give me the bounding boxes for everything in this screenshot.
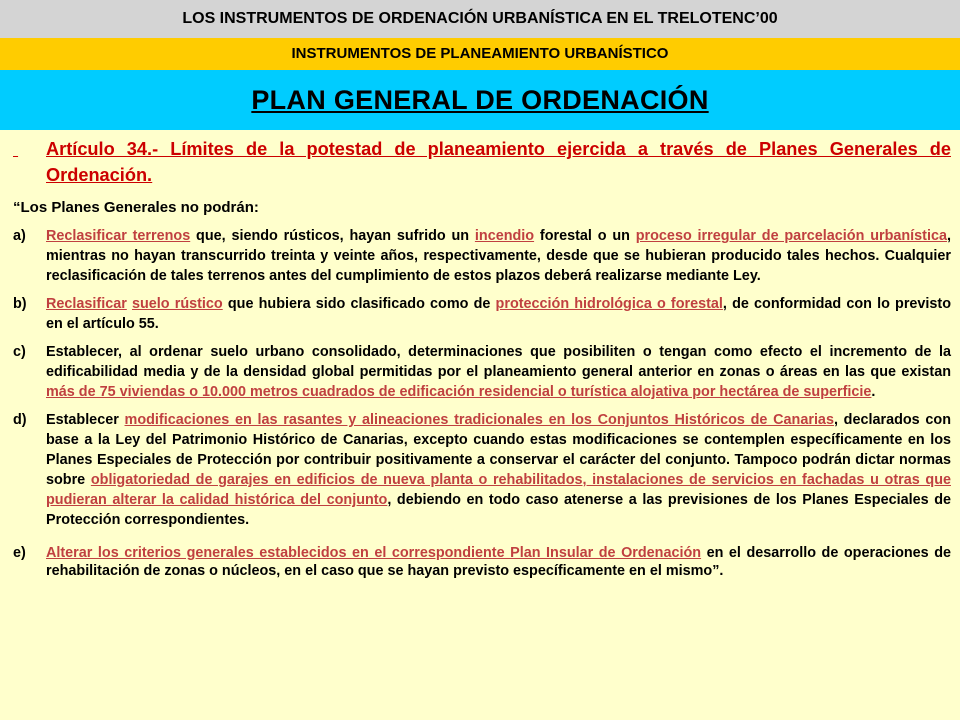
article-heading xyxy=(13,136,951,188)
item-text: Establecer, al ordenar suelo urbano consolidado, determinaciones que posibiliten o tengan como efecto el incremento de la edificabilidad media y de la densidad global permitidas por el planeamiento general anterior en zonas o áreas en las que existan xyxy=(46,344,951,380)
subtitle: INSTRUMENTOS DE PLANEAMIENTO URBANÍSTICO xyxy=(291,45,669,62)
list-item-d xyxy=(13,410,951,530)
item-marker: e) xyxy=(13,545,26,561)
link-incendio[interactable]: incendio xyxy=(474,228,535,244)
list-item-c xyxy=(13,342,951,402)
item-text: . xyxy=(871,384,876,400)
item-text: forestal o un xyxy=(534,228,636,244)
item-text: , de conformidad con lo previsto en el artículo 55. xyxy=(46,296,952,332)
intro-text: “Los Planes Generales no podrán: xyxy=(13,199,259,216)
link-viviendas-hectarea[interactable]: más de 75 viviendas o 10.000 metros cuadrados de edificación residencial o turística alojativa por hectárea de superficie xyxy=(46,384,872,400)
item-text: en el desarrollo de operaciones de rehabilitación de zonas o núcleos, en el caso que se hayan previsto específicamente en el mismo”. xyxy=(46,545,951,579)
link-obligatoriedad-garajes[interactable]: obligatoriedad de garajes en edificios de nueva planta o rehabilitados, instalaciones de servicios en fachadas u otras que pudieran alterar la calidad histórica del conjunto xyxy=(46,472,951,508)
item-text: que, siendo rústicos, hayan sufrido un xyxy=(190,228,475,244)
article-heading-text: Artículo 34.- Límites de la potestad de planeamiento ejercida a través de Planes Generales de Ordenación. xyxy=(46,139,951,185)
item-text: , debiendo en todo caso atenerse a las previsiones de los Planes Especiales de Protección correspondientes. xyxy=(46,492,951,528)
link-reclasificar-terrenos[interactable]: Reclasificar terrenos xyxy=(46,228,191,244)
list-item-e xyxy=(13,544,951,580)
main-title-bar xyxy=(0,70,960,130)
item-text: , mientras no hayan transcurrido treinta y veinte años, respectivamente, desde que se hubieran producido tales hechos. Cualquier reclasificación de tales terrenos antes del cumplimiento de estos plazos deberá realizarse mediante Ley. xyxy=(46,228,951,284)
item-text: , declarados con base a la Ley del Patrimonio Histórico de Canarias, excepto cuando estas modificaciones se contemplen específicamente en los Planes Especiales de Protección por contribuir positivamente a conservar el carácter del conjunto. Tampoco podrán dictar normas sobre xyxy=(46,412,951,488)
item-text: que hubiera sido clasificado como de xyxy=(222,296,496,312)
list-item-a xyxy=(13,226,951,286)
item-marker: d) xyxy=(13,412,27,428)
link-reclasificar[interactable]: Reclasificar xyxy=(46,296,127,312)
link-proceso-irregular[interactable]: proceso irregular de parcelación urbanística xyxy=(635,228,947,244)
link-suelo-rustico[interactable]: suelo rústico xyxy=(131,296,223,312)
top-title: LOS INSTRUMENTOS DE ORDENACIÓN URBANÍSTICA EN EL TRELOTENC’00 xyxy=(182,10,778,27)
heading-indent xyxy=(13,136,46,162)
list-item-b xyxy=(13,294,951,334)
main-title: PLAN GENERAL DE ORDENACIÓN xyxy=(251,85,709,115)
item-marker: a) xyxy=(13,228,26,244)
link-rasantes-alineaciones[interactable]: modificaciones en las rasantes y alineaciones tradicionales en los Conjuntos Históricos de Canarias xyxy=(124,412,834,428)
article-content xyxy=(13,136,951,588)
item-marker: b) xyxy=(13,296,27,312)
subtitle-bar xyxy=(0,38,960,70)
item-marker: c) xyxy=(13,344,26,360)
link-proteccion-hidrologica[interactable]: protección hidrológica o forestal xyxy=(495,296,723,312)
top-title-bar xyxy=(0,0,960,38)
link-criterios-plan-insular[interactable]: Alterar los criterios generales establecidos en el correspondiente Plan Insular de Ordenación xyxy=(46,545,702,561)
item-text: Establecer xyxy=(46,412,125,428)
